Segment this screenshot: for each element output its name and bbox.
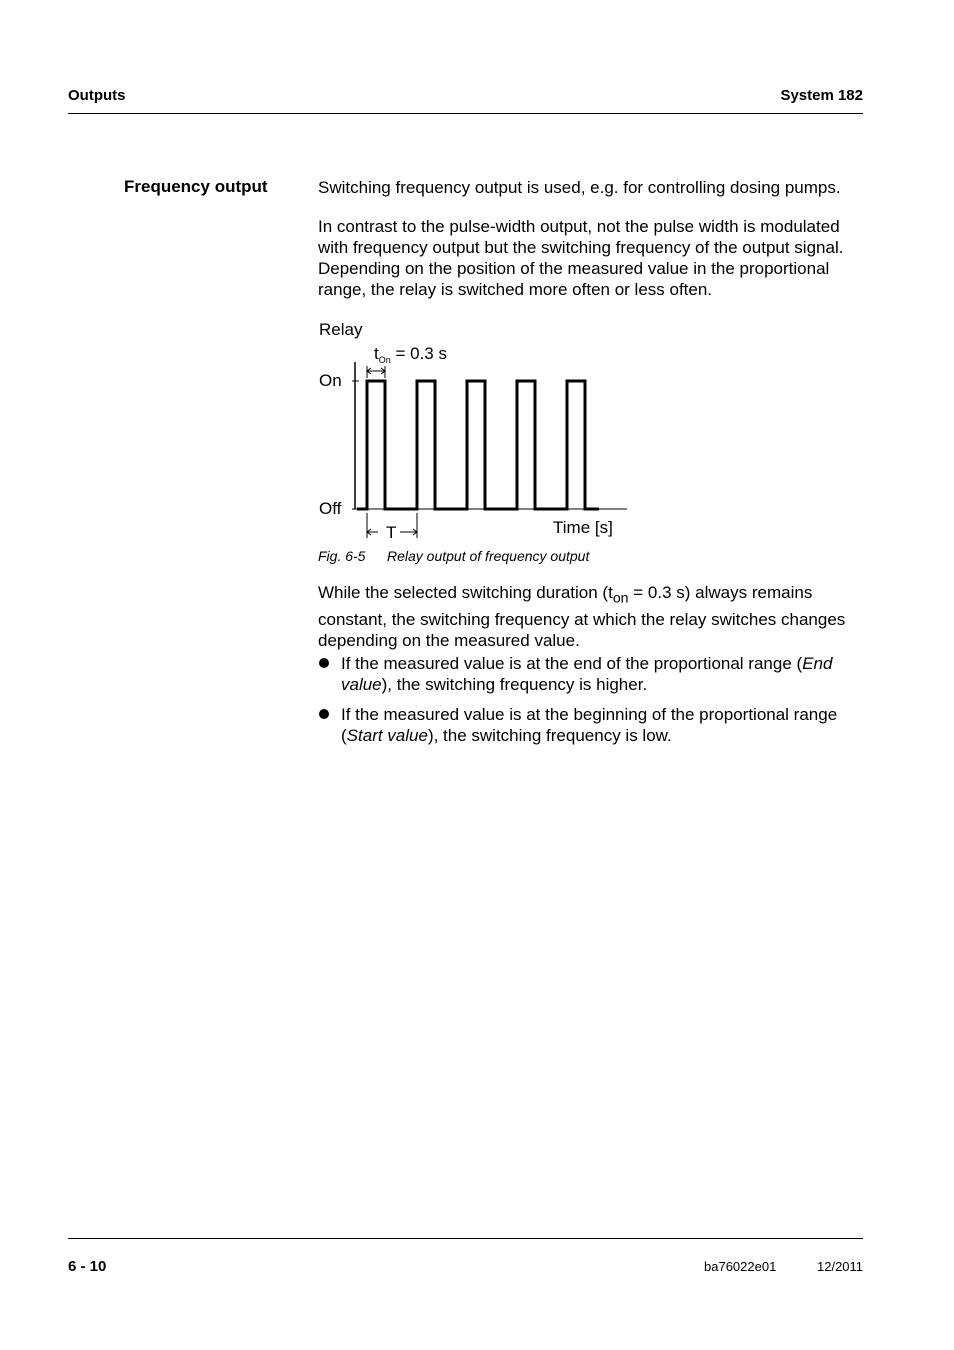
p3-text-b: = 0.3 s) always remains constant, the switching frequency at which the relay switches changes depending on the measured value. (318, 583, 846, 651)
y-axis-title: Relay (319, 320, 363, 339)
t-on-value: = 0.3 s (390, 344, 447, 363)
bullet-1-emphasis: End value (341, 654, 833, 694)
off-level-label: Off (319, 499, 342, 518)
relay-frequency-diagram (312, 316, 632, 544)
document-id: ba76022e01 (704, 1259, 777, 1274)
section-heading: Frequency output (124, 177, 268, 196)
caption-text: Relay output of frequency output (387, 548, 590, 564)
on-level-label: On (319, 371, 342, 390)
t-on-annotation (374, 344, 447, 365)
relay-signal-waveform (357, 381, 599, 509)
running-header-right: System 182 (780, 87, 863, 104)
bullet-2-emphasis: Start value (346, 726, 428, 745)
bullet-1-text-b: ), the switching frequency is higher. (381, 675, 648, 694)
p3-subscript: on (612, 590, 629, 607)
figure-caption (318, 548, 589, 564)
bullet-2-text-b: ), the switching frequency is low. (427, 726, 672, 745)
bullet-item-start-value (341, 704, 866, 746)
header-rule (68, 113, 863, 114)
bullet-2-text-a: If the measured value is at the beginning of the proportional range ( (341, 705, 838, 745)
bullet-item-end-value (341, 653, 866, 695)
period-label: T (386, 523, 397, 542)
paragraph-switching-duration (318, 582, 868, 651)
paragraph-contrast: In contrast to the pulse-width output, not the pulse width is modulated with frequency output but the switching frequency of the output signal. Depending on the position of the measured value in the proportional range, the relay is switched more often or less often. (318, 217, 844, 299)
bullet-1-text-a: If the measured value is at the end of the proportional range ( (341, 654, 803, 673)
t-on-subscript: On (378, 355, 391, 365)
caption-number: Fig. 6-5 (318, 548, 366, 564)
footer-rule (68, 1238, 863, 1239)
running-header-left: Outputs (68, 87, 126, 104)
x-axis-title: Time [s] (553, 518, 613, 537)
page-number: 6 - 10 (68, 1258, 107, 1275)
p3-text-a: While the selected switching duration (t (318, 583, 613, 602)
paragraph-intro: Switching frequency output is used, e.g. for controlling dosing pumps. (318, 178, 841, 197)
document-date: 12/2011 (817, 1259, 864, 1274)
t-on-symbol: t (374, 344, 379, 363)
